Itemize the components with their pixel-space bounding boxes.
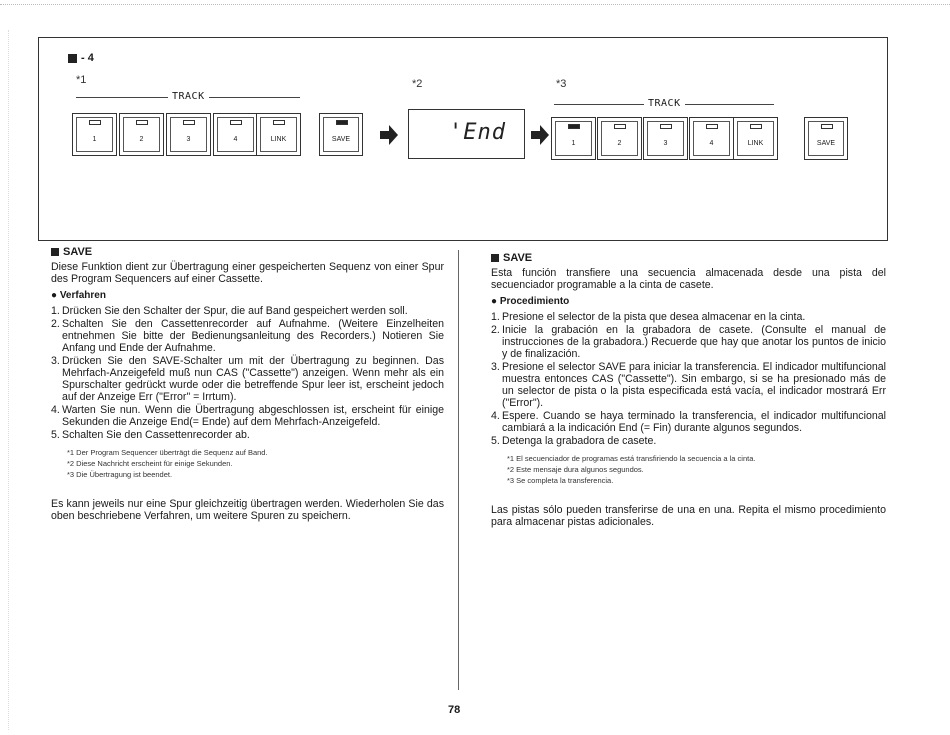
track-button-3-after[interactable] (643, 117, 688, 160)
led-indicator (706, 124, 718, 129)
step-text: Presione el selector SAVE para iniciar la transferencia. El indicador multifuncional muestra entonces CAS ("Cassette"). Sin embargo, si se ha presionado más de un selector de pista o la pista especificada está vacía, el indicador mostrará Err ("Error"). (502, 361, 886, 409)
footnote: *3 Die Übertragung ist beendet. (67, 470, 173, 479)
square-bullet-icon (68, 54, 77, 63)
led-indicator (273, 120, 285, 125)
step-number: 1. (491, 311, 500, 323)
note-mark-3: *3 (556, 78, 567, 90)
led-indicator (136, 120, 148, 125)
track-button-3[interactable] (166, 113, 211, 156)
step-number: 4. (51, 404, 60, 416)
section-title-text: SAVE (63, 246, 93, 258)
step-text: Warten Sie nun. Wenn die Übertragung abgeschlossen ist, erscheint für einige Sekunden die Anzeige End(= Ende) auf dem Mehrfach-Anzeigefeld. (62, 404, 444, 428)
steps-list (491, 311, 886, 447)
led-indicator (568, 124, 580, 129)
button-label: 3 (186, 136, 191, 143)
column-divider (458, 250, 459, 690)
display-text: 'End (449, 120, 506, 145)
led-indicator (614, 124, 626, 129)
button-label: 4 (233, 136, 238, 143)
intro-text: Diese Funktion dient zur Übertragung einer gespeicherten Sequenz von einer Spur des Program Sequencers auf einer Cassette. (51, 261, 444, 285)
button-label: SAVE (331, 136, 351, 143)
step-text: Presione el selector de la pista que desea almacenar en la cinta. (502, 311, 806, 323)
figure-id (68, 52, 94, 64)
footnote: *1 Der Program Sequencer überträgt die Sequenz auf Band. (67, 448, 268, 457)
footnote: *3 Se completa la transferencia. (507, 476, 614, 485)
button-label: 4 (709, 140, 714, 147)
page-top-border (0, 4, 950, 5)
page-left-border (8, 30, 9, 730)
led-indicator (336, 120, 348, 125)
list-item (491, 311, 886, 323)
spanish-section (491, 252, 886, 528)
footnote: *1 El secuenciador de programas está transfiriendo la secuencia a la cinta. (507, 454, 756, 463)
list-item (491, 435, 886, 447)
step-number: 5. (491, 435, 500, 447)
list-item (51, 404, 444, 428)
list-item (491, 410, 886, 434)
track-button-2-after[interactable] (597, 117, 642, 160)
note-mark-2: *2 (412, 78, 423, 90)
closing-text: Las pistas sólo pueden transferirse de una en una. Repita el mismo procedimiento para almacenar pistas adicionales. (491, 504, 886, 528)
track-button-1[interactable] (72, 113, 117, 156)
list-item (51, 355, 444, 403)
steps-list (51, 305, 444, 441)
step-text: Detenga la grabadora de casete. (502, 435, 657, 447)
step-text: Schalten Sie den Cassettenrecorder auf Aufnahme. (Weitere Einzelheiten entnehmen Sie bitte der Bedienungsanleitung des Recorders.) Notieren Sie Anfang und Ende der Aufnahme. (62, 318, 444, 354)
list-item (51, 318, 444, 354)
led-indicator (660, 124, 672, 129)
figure-id-text: - 4 (81, 52, 94, 64)
track-button-2[interactable] (119, 113, 164, 156)
button-label: LINK (747, 140, 764, 147)
german-section (51, 246, 444, 522)
multi-display (408, 109, 525, 159)
track-button-4-after[interactable] (689, 117, 734, 160)
save-button-after[interactable] (804, 117, 848, 160)
intro-text: Esta función transfiere una secuencia almacenada desde una pista del secuenciador programable a la cinta de casete. (491, 267, 886, 291)
step-number: 2. (491, 324, 500, 336)
button-label: 2 (139, 136, 144, 143)
led-indicator (750, 124, 762, 129)
list-item (51, 305, 444, 317)
step-number: 3. (491, 361, 500, 373)
footnote: *2 Este mensaje dura algunos segundos. (507, 465, 644, 474)
note-mark-1: *1 (76, 74, 87, 86)
arrow-right-icon (531, 125, 549, 145)
step-text: Drücken Sie den SAVE-Schalter um mit der Übertragung zu beginnen. Das Mehrfach-Anzeigefeld muß nun CAS ("Cassette") anzeigen. Wenn mehr als ein Spurschalter gedrückt wurde oder die betreffende Spur leer ist, erscheint jedoch auf der Anzeige Err ("Error" = Irrtum). (62, 355, 444, 403)
footnote: *2 Diese Nachricht erscheint für einige Sekunden. (67, 459, 233, 468)
footnotes (507, 453, 886, 486)
track-label-2: TRACK (644, 98, 685, 109)
step-number: 3. (51, 355, 60, 367)
link-button[interactable] (256, 113, 301, 156)
button-label: LINK (270, 136, 287, 143)
link-button-after[interactable] (733, 117, 778, 160)
list-item (51, 429, 444, 441)
step-number: 4. (491, 410, 500, 422)
square-bullet-icon (51, 248, 59, 256)
save-button-before[interactable] (319, 113, 363, 156)
list-item (491, 361, 886, 409)
led-indicator (89, 120, 101, 125)
button-label: 1 (92, 136, 97, 143)
button-label: SAVE (816, 140, 836, 147)
button-label: 2 (617, 140, 622, 147)
procedure-title: ● Procedimiento (491, 296, 570, 307)
track-button-1-after[interactable] (551, 117, 596, 160)
list-item (491, 324, 886, 360)
section-title (491, 252, 886, 264)
step-number: 5. (51, 429, 60, 441)
led-indicator (821, 124, 833, 129)
track-button-4[interactable] (213, 113, 258, 156)
track-label-1: TRACK (168, 91, 209, 102)
square-bullet-icon (491, 254, 499, 262)
step-text: Drücken Sie den Schalter der Spur, die auf Band gespeichert werden soll. (62, 305, 408, 317)
led-indicator (230, 120, 242, 125)
led-indicator (183, 120, 195, 125)
button-label: 3 (663, 140, 668, 147)
step-number: 1. (51, 305, 60, 317)
page-number: 78 (448, 704, 461, 716)
step-number: 2. (51, 318, 60, 330)
step-text: Inicie la grabación en la grabadora de casete. (Consulte el manual de instrucciones de la grabadora.) Recuerde que hay que anotar los puntos de inicio y de finalización. (502, 324, 886, 360)
step-text: Schalten Sie den Cassettenrecorder ab. (62, 429, 250, 441)
arrow-right-icon (380, 125, 398, 145)
closing-text: Es kann jeweils nur eine Spur gleichzeitig übertragen werden. Wiederholen Sie das oben beschriebene Verfahren, um weitere Spuren zu speichern. (51, 498, 444, 522)
button-label: 1 (571, 140, 576, 147)
section-title-text: SAVE (503, 252, 533, 264)
section-title (51, 246, 444, 258)
procedure-title: ● Verfahren (51, 290, 106, 301)
step-text: Espere. Cuando se haya terminado la transferencia, el indicador multifuncional cambiará a la indicación End (= Fin) durante algunos segundos. (502, 410, 886, 434)
footnotes (67, 447, 444, 480)
